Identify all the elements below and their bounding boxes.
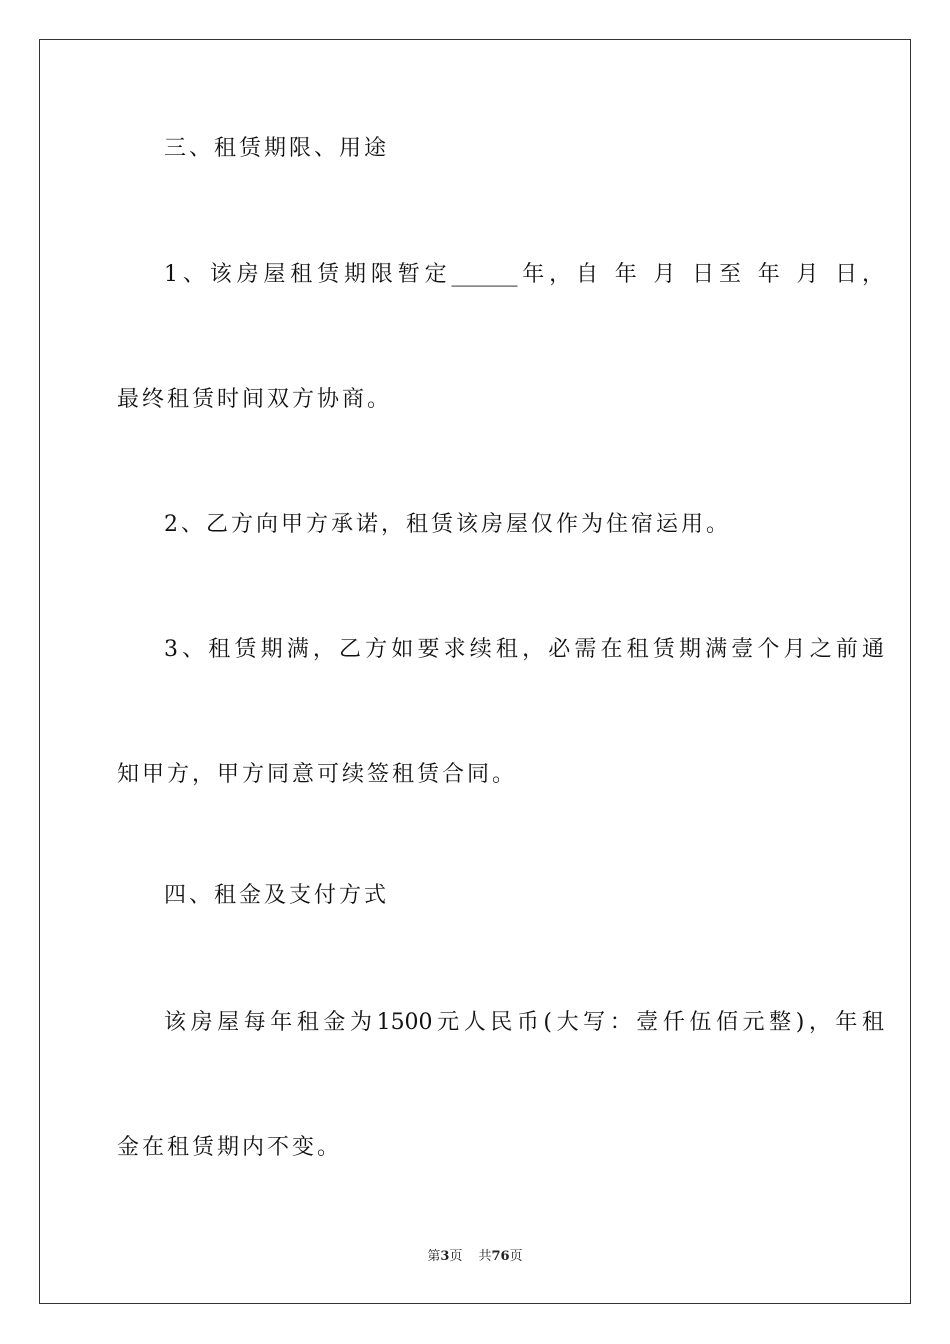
clause-1-line-1: 1、该房屋租赁期限暂定______年，自 年 月 日至 年 月 日， bbox=[164, 262, 884, 287]
clause-3-line-1: 3、租赁期满，乙方如要求续租，必需在租赁期满壹个月之前通 bbox=[164, 637, 884, 662]
section-heading-lease-term: 三、租赁期限、用途 bbox=[164, 136, 390, 161]
clause-2: 2、乙方向甲方承诺，租赁该房屋仅作为住宿运用。 bbox=[164, 512, 731, 537]
clause-3-line-2: 知甲方，甲方同意可续签租赁合同。 bbox=[117, 762, 518, 787]
page-border bbox=[39, 39, 911, 1304]
footer-page-number: 3 bbox=[440, 1249, 450, 1264]
rent-clause-line-1: 该房屋每年租金为1500元人民币(大写：壹仟伍佰元整)，年租 bbox=[164, 1010, 884, 1035]
footer-page-prefix: 第 bbox=[427, 1249, 441, 1264]
clause-1-line-2: 最终租赁时间双方协商。 bbox=[117, 387, 393, 412]
page-footer bbox=[0, 1248, 950, 1266]
rent-clause-line-2: 金在租赁期内不变。 bbox=[117, 1135, 343, 1160]
footer-total-suffix: 页 bbox=[509, 1249, 523, 1264]
footer-total-prefix: 共 bbox=[478, 1249, 492, 1264]
footer-page-suffix: 页 bbox=[449, 1249, 463, 1264]
footer-total-pages: 76 bbox=[491, 1249, 510, 1264]
section-heading-rent-payment: 四、租金及支付方式 bbox=[164, 883, 390, 908]
